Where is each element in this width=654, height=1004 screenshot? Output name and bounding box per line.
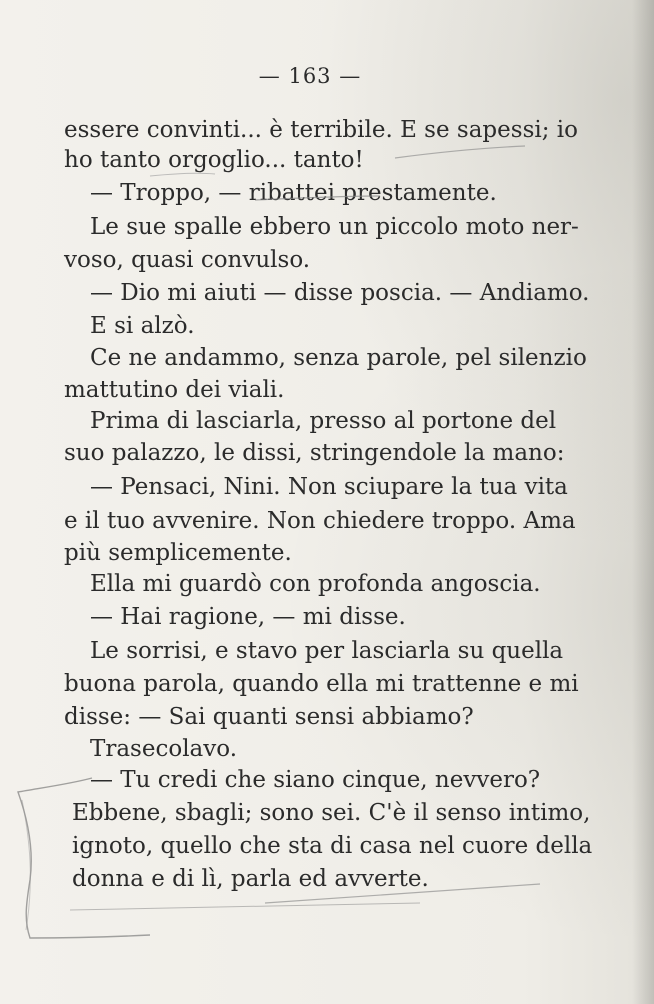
text-line-8: Ce ne andammo, senza parole, pel silenzio bbox=[90, 345, 587, 371]
page-number: — 163 — bbox=[258, 64, 362, 88]
text-line-11: suo palazzo, le dissi, stringendole la mano: bbox=[64, 440, 565, 466]
text-line-14: più semplicemente. bbox=[64, 540, 292, 566]
pencil-underline-1 bbox=[395, 146, 525, 158]
text-line-2: ho tanto orgoglio... tanto! bbox=[64, 147, 364, 173]
text-line-15: Ella mi guardò con profonda angoscia. bbox=[90, 571, 541, 597]
pencil-underline-5 bbox=[70, 903, 420, 910]
text-line-5: voso, quasi convulso. bbox=[64, 247, 311, 273]
text-line-13: e il tuo avvenire. Non chiedere troppo. Ama bbox=[64, 508, 576, 534]
text-line-22: Ebbene, sbagli; sono sei. C'è il senso intimo, bbox=[72, 800, 591, 826]
text-line-21: — Tu credi che siano cinque, nevvero? bbox=[90, 767, 541, 793]
text-line-6: — Dio mi aiuti — disse poscia. — Andiamo. bbox=[90, 280, 590, 306]
text-line-3: — Troppo, — ribattei prestamente. bbox=[90, 180, 497, 206]
text-line-19: disse: — Sai quanti sensi abbiamo? bbox=[64, 704, 474, 730]
pencil-bracket-inner bbox=[22, 800, 30, 930]
text-line-7: E si alzò. bbox=[90, 313, 195, 339]
text-line-24: donna e di lì, parla ed avverte. bbox=[72, 866, 429, 892]
text-line-20: Trasecolavo. bbox=[90, 736, 238, 762]
text-line-18: buona parola, quando ella mi trattenne e mi bbox=[64, 671, 579, 697]
text-line-23: ignoto, quello che sta di casa nel cuore della bbox=[72, 833, 593, 859]
text-line-4: Le sue spalle ebbero un piccolo moto ner- bbox=[90, 214, 579, 240]
page-edge-shadow bbox=[632, 0, 654, 1004]
text-line-9: mattutino dei viali. bbox=[64, 377, 285, 403]
text-line-17: Le sorrisi, e stavo per lasciarla su quella bbox=[90, 638, 564, 664]
text-line-16: — Hai ragione, — mi disse. bbox=[90, 604, 406, 630]
text-line-10: Prima di lasciarla, presso al portone del bbox=[90, 408, 557, 434]
text-line-12: — Pensaci, Nini. Non sciupare la tua vita bbox=[90, 474, 568, 500]
text-line-1: essere convinti... è terribile. E se sapessi; io bbox=[64, 117, 578, 143]
